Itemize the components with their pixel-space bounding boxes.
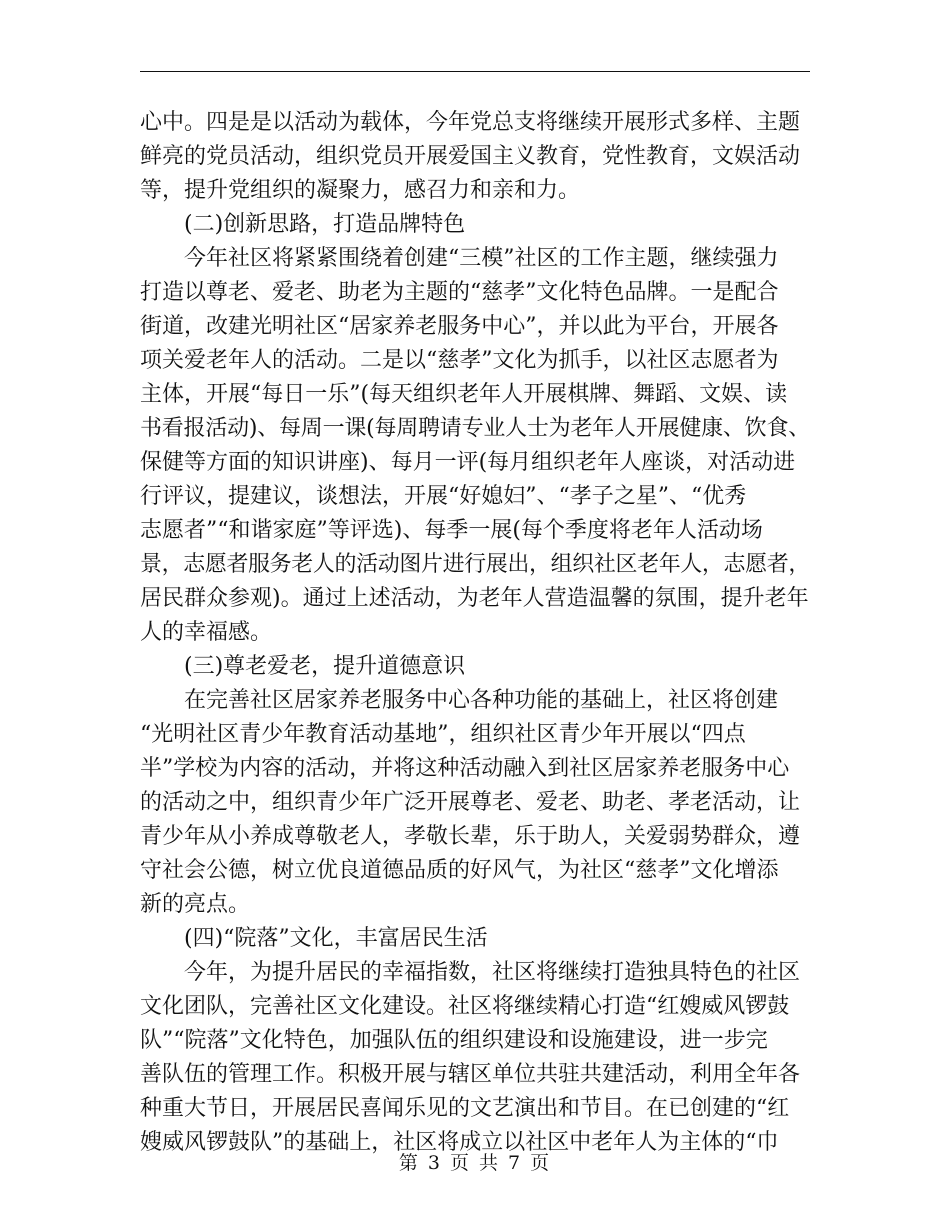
text-line: 善队伍的管理工作。积极开展与辖区单位共驻共建活动，利用全年各 (140, 1062, 801, 1087)
text-line: 嫂威风锣鼓队”的基础上，社区将成立以社区中老年人为主体的“巾 (140, 1130, 779, 1155)
text-line: 新的亮点。 (140, 892, 251, 917)
text-line: 在完善社区居家养老服务中心各种功能的基础上，社区将创建 (184, 688, 779, 713)
section-heading: (二)创新思路，打造品牌特色 (184, 212, 466, 237)
text-line: 青少年从小养成尊敬老人，孝敬长辈，乐于助人，关爱弱势群众，遵 (140, 824, 801, 849)
text-line: 队”“院落”文化特色，加强队伍的组织建设和设施建设，进一步完 (140, 1028, 768, 1053)
text-line: 保健等方面的知识讲座)、每月一评(每月组织老年人座谈，对活动进 (140, 450, 796, 475)
page-footer: 第 3 页 共 7 页 (398, 1152, 552, 1174)
section-heading: (三)尊老爱老，提升道德意识 (184, 654, 466, 679)
text-line: 守社会公德，树立优良道德品质的好风气，为社区“慈孝”文化增添 (140, 858, 779, 883)
text-line: 半”学校为内容的活动，并将这种活动融入到社区居家养老服务中心 (140, 756, 790, 781)
text-line: 主体，开展“每日一乐”(每天组织老年人开展棋牌、舞蹈、文娱、读 (140, 382, 788, 407)
section-heading: (四)“院落”文化，丰富居民生活 (184, 926, 488, 951)
header-rule (140, 71, 810, 72)
text-line: 人的幸福感。 (140, 620, 273, 645)
text-line: 景，志愿者服务老人的活动图片进行展出，组织社区老年人，志愿者， (140, 552, 810, 577)
text-line: 今年，为提升居民的幸福指数，社区将继续打造独具特色的社区 (184, 960, 801, 985)
text-line: 项关爱老年人的活动。二是以“慈孝”文化为抓手，以社区志愿者为 (140, 348, 779, 373)
text-line: 的活动之中，组织青少年广泛开展尊老、爱老、助老、孝老活动，让 (140, 790, 801, 815)
text-line: 居民群众参观)。通过上述活动，为老年人营造温馨的氛围，提升老年 (140, 586, 809, 611)
text-line: 今年社区将紧紧围绕着创建“三模”社区的工作主题，继续强力 (184, 246, 779, 271)
text-line: “光明社区青少年教育活动基地”，组织社区青少年开展以“四点 (140, 722, 746, 747)
text-line: 文化团队，完善社区文化建设。社区将继续精心打造“红嫂威风锣鼓 (140, 994, 790, 1019)
text-line: 行评议，提建议，谈想法，开展“好媳妇”、“孝子之星”、“优秀 (140, 484, 747, 509)
text-line: 书看报活动)、每周一课(每周聘请专业人士为老年人开展健康、饮食、 (140, 416, 810, 441)
text-line: 心中。四是是以活动为载体，今年党总支将继续开展形式多样、主题 (140, 110, 801, 135)
text-line: 街道，改建光明社区“居家养老服务中心”，并以此为平台，开展各 (140, 314, 779, 339)
text-line: 志愿者”“和谐家庭”等评选)、每季一展(每个季度将老年人活动场 (140, 518, 763, 543)
text-line: 鲜亮的党员活动，组织党员开展爱国主义教育，党性教育，文娱活动 (140, 144, 801, 169)
text-line: 种重大节日，开展居民喜闻乐见的文艺演出和节目。在已创建的“红 (140, 1096, 790, 1121)
text-line: 打造以尊老、爱老、助老为主题的“慈孝”文化特色品牌。一是配合 (140, 280, 779, 305)
body-text (140, 106, 810, 1160)
text-line: 等，提升党组织的凝聚力，感召力和亲和力。 (140, 178, 581, 203)
